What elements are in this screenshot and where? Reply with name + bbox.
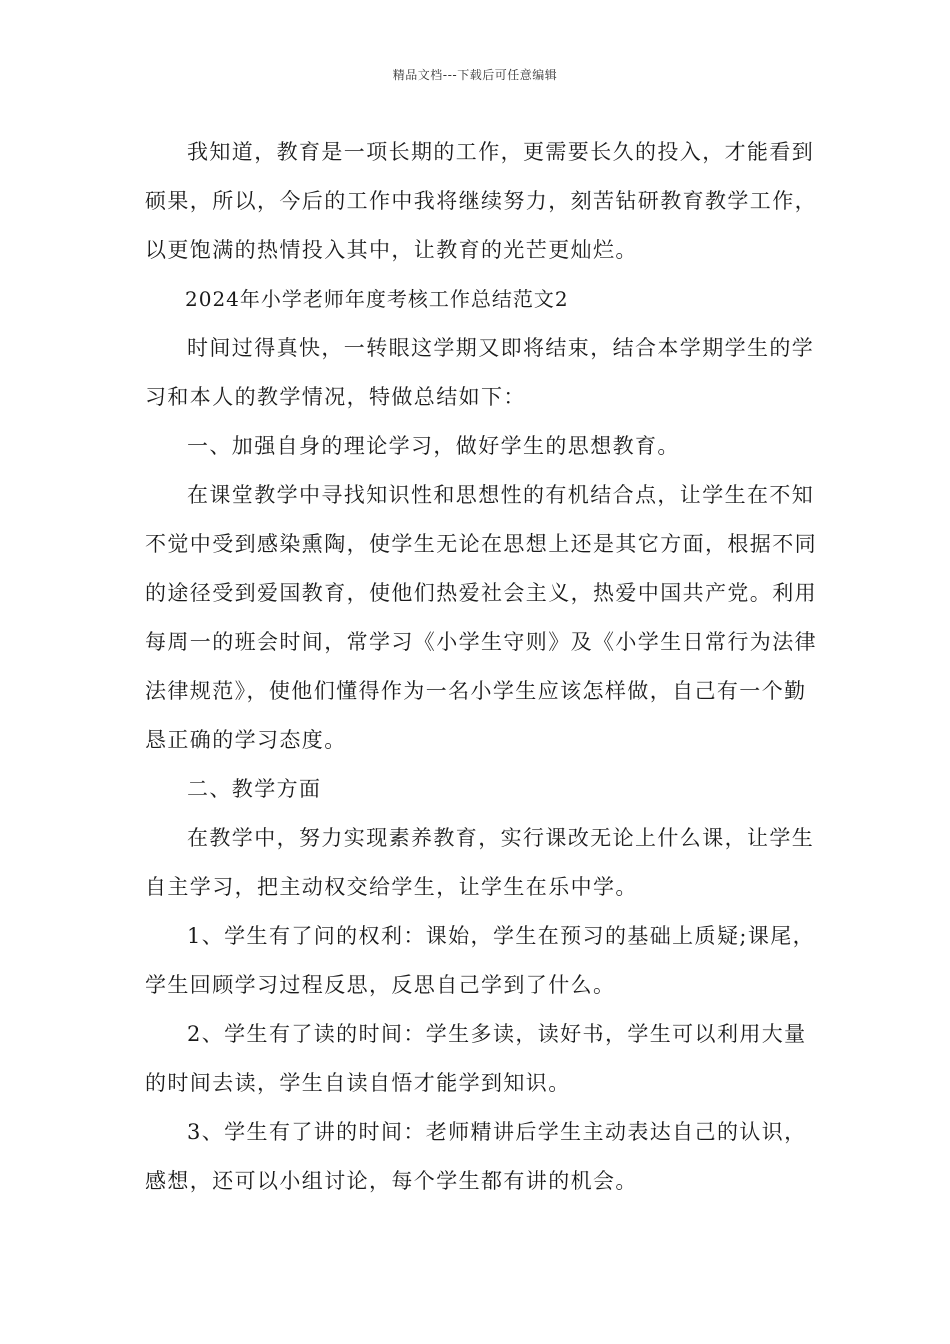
document-body [145, 128, 825, 1206]
section-title: 2024年小学老师年度考核工作总结范文2 [185, 287, 569, 311]
list-item-right-to-ask: 1、学生有了问的权利：课始，学生在预习的基础上质疑;课尾，学生回顾学习过程反思，反思自己学到了什么。 [145, 924, 816, 997]
paragraph-teaching: 在教学中，努力实现素养教育，实行课改无论上什么课，让学生自主学习，把主动权交给学生，让学生在乐中学。 [145, 826, 815, 899]
paragraph-conclusion: 我知道，教育是一项长期的工作，更需要长久的投入，才能看到硕果，所以，今后的工作中我将继续努力，刻苦钻研教育教学工作，以更饱满的热情投入其中，让教育的光芒更灿烂。 [145, 140, 817, 262]
paragraph-intro: 时间过得真快，一转眼这学期又即将结束，结合本学期学生的学习和本人的教学情况，特做总结如下： [145, 336, 815, 409]
paragraph-moral-education: 在课堂教学中寻找知识性和思想性的有机结合点，让学生在不知不觉中受到感染熏陶，使学生无论在思想上还是其它方面，根据不同的途径受到爱国教育，使他们热爱社会主义，热爱中国共产党。利用每周一的班会时间，常学习《小学生守则》及《小学生日常行为法律法律规范》，使他们懂得作为一名小学生应该怎样做，自己有一个勤恳正确的学习态度。 [145, 483, 817, 752]
heading-teaching: 二、教学方面 [187, 777, 322, 801]
list-item-time-to-speak: 3、学生有了讲的时间：老师精讲后学生主动表达自己的认识，感想，还可以小组讨论，每个学生都有讲的机会。 [145, 1120, 807, 1193]
list-item-time-to-read: 2、学生有了读的时间：学生多读，读好书，学生可以利用大量的时间去读，学生自读自悟才能学到知识。 [145, 1022, 807, 1095]
page-header: 精品文档---下载后可任意编辑 [392, 68, 558, 82]
heading-theory-study: 一、加强自身的理论学习，做好学生的思想教育。 [187, 434, 680, 458]
